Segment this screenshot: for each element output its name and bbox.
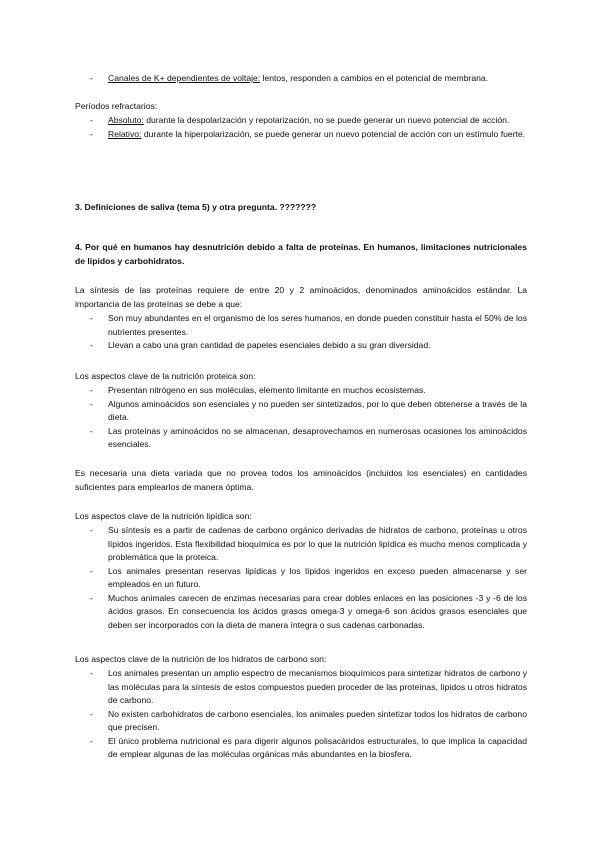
list-term: Canales de K+ dependientes de voltaje: — [108, 73, 261, 83]
list-item: - Los animales presentan reservas lipídicas y los lípidos ingeridos en exceso pueden almacenarse y ser empleados en un futuro. — [75, 565, 527, 592]
list-item — [75, 128, 527, 142]
list-item: - Llevan a cabo una gran cantidad de papeles esenciales debido a su gran diversidad. — [75, 339, 527, 353]
list-text: durante la despolarización y repolarización, no se puede generar un nuevo potencial de acción. — [143, 115, 510, 125]
list-item — [75, 114, 527, 128]
refractory-list — [75, 114, 527, 141]
list-term: Relativo: — [108, 128, 142, 139]
question-4-heading: 4. Por qué en humanos hay desnutrición debido a falta de proteínas. En humanos, limitaciones nutricionales de lípidos y carbohidratos. — [75, 242, 527, 266]
diet-paragraph: Es necesaria una dieta variada que no provea todos los aminoácidos (incluidos los esenciales) en cantidades suficientes para emplearlos de manera óptima. — [75, 468, 527, 492]
list-item: - Muchos animales carecen de enzimas necesarias para crear dobles enlaces en las posiciones -3 y -6 de los ácidos grasos. En consecuencia los ácidos grasos omega-3 y omega-6 son ácidos grasos esenciales que deben ser incorporados con la dieta de manera íntegra o sus cadenas carbonadas. — [75, 592, 527, 633]
refractory-title: Períodos refractarios: — [75, 101, 158, 111]
protein-intro: La síntesis de las proteínas requiere de entre 20 y 2 aminoácidos, denominados aminoácidos estándar. La importancia de las proteínas se debe a que: — [75, 285, 527, 309]
list-term: Absoluto: — [108, 115, 144, 125]
list-item: - El único problema nutricional es para digerir algunos polisacáridos estructurales, lo que implica la capacidad de emplear algunas de las moléculas orgánicas más abundantes en la biosfera. — [75, 735, 527, 762]
lipid-aspects-list — [75, 524, 527, 632]
potassium-channel-list — [75, 72, 527, 86]
list-item: - Algunos aminoácidos son esenciales y no pueden ser sintetizados, por lo que deben obtenerse a través de la dieta. — [75, 398, 527, 425]
list-item: - Las proteínas y aminoácidos no se almacenan, desaprovechamos en numerosas ocasiones los aminoácidos esenciales. — [75, 425, 527, 452]
question-3-heading: 3. Definiciones de saliva (tema 5) y otra pregunta. ??????? — [75, 202, 317, 212]
list-item: - Su síntesis es a partir de cadenas de carbono orgánico derivadas de hidratos de carbono, proteínas u otros lípidos ingeridos. Esta flexibilidad bioquímica es por lo que la nutrición lipídica es mucho menos complicada y problemática que la proteica. — [75, 524, 527, 565]
list-text: lentos, responden a cambios en el potencial de membrana. — [260, 73, 489, 83]
list-item: - No existen carbohidratos de carbono esenciales, los animales pueden sintetizar todos los hidratos de carbono que precisen. — [75, 708, 527, 735]
list-text: durante la hiperpolarización, se puede generar un nuevo potencial de acción con un estímulo fuerte. — [141, 128, 526, 139]
lipid-aspects-title: Los aspectos clave de la nutrición lipídica son: — [75, 511, 252, 521]
list-item: - Presentan nitrógeno en sus moléculas, elemento limitante en muchos ecosistemas. — [75, 384, 527, 398]
carb-aspects-title: Los aspectos clave de la nutrición de los hidratos de carbono son: — [75, 654, 327, 664]
list-item: - Son muy abundantes en el organismo de los seres humanos, en donde pueden constituir hasta el 50% de los nutrientes presentes. — [75, 312, 527, 339]
list-item: - Los animales presentan un amplio espectro de mecanismos bioquímicos para sintetizar hidratos de carbono y las moléculas para la síntesis de estos compuestos pueden proceder de las proteínas, lípidos u otros hidratos de carbono. — [75, 667, 527, 708]
carb-aspects-list — [75, 667, 527, 762]
protein-aspects-title: Los aspectos clave de la nutrición proteica son: — [75, 371, 256, 381]
protein-aspects-list — [75, 384, 527, 452]
protein-importance-list — [75, 312, 527, 353]
list-item — [75, 72, 527, 86]
